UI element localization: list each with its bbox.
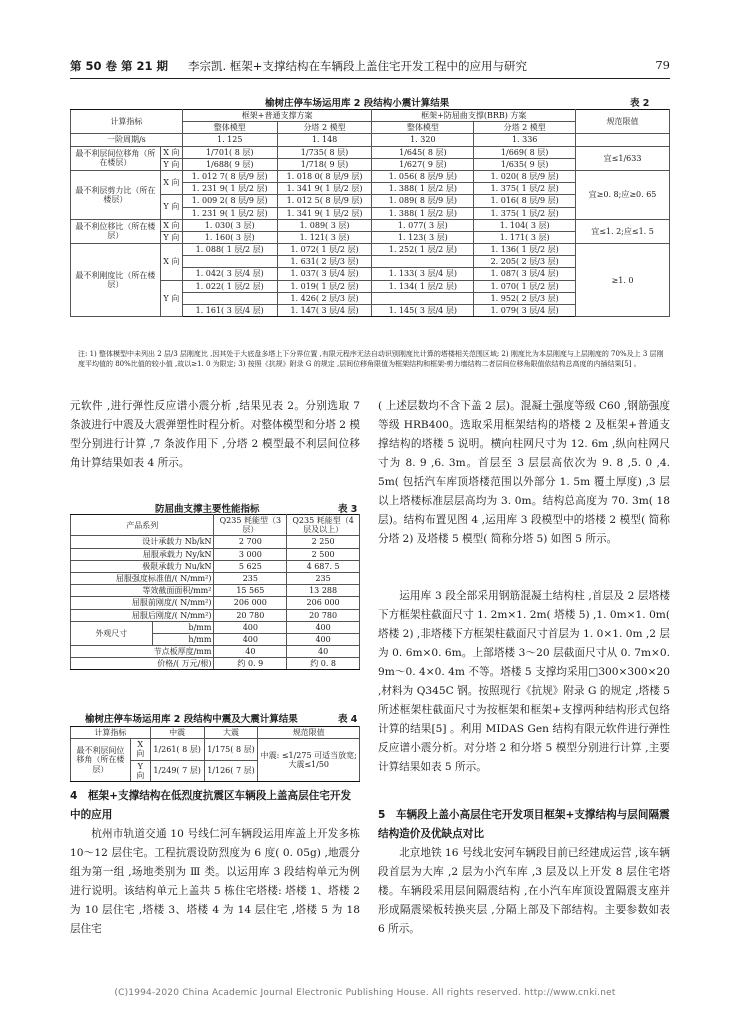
table2-header-limit: 规范限值 [576,110,670,134]
table-cell: 1. 121( 3 层) [277,231,372,243]
table4-header-mid: 中震 [150,727,204,739]
table-cell: 15 565 [214,585,287,597]
table-cell-label: 一阶周期/s [71,134,183,146]
table-cell: 1. 388( 1 层/2 层) [372,207,474,219]
table-cell: 约 0. 8 [287,658,360,670]
table-cell: 1/669( 8 层) [474,146,576,158]
right-paragraph-1-text: ( 上述层数均不含下盖 2 层)。混凝土强度等级 C60 ,钢筋强度等级 HRB400。选取采用框架结构的塔楼 2 及框架+普通支撑结构的塔楼 5 说明。横向柱网尺寸为 12. 6m ,纵向柱网尺寸为 8. 9 ,6. 3m。首层至 3 层层高依次为 9. 8 ,5. 0 ,4. 5m( 包括汽车库顶塔楼范围以外部分 1. 5m 覆土厚度) ,3 层以上塔楼标准层层高均为 3. 0m。结构总高度为 70. 3m( 18 层)。结构布置见图 4 ,运用库 3 段模型中的塔楼 2 模型( 简称分塔 2) 及塔楼 5 模型( 简称分塔 5) 如图 5 所示。 [378,400,670,545]
table-cell: 13 288 [287,585,360,597]
table-cell: 1. 341 9( 1 层/2 层) [277,183,372,195]
table-cell: 1. 016( 8 层/9 层) [474,195,576,207]
table-cell: 235 [287,572,360,584]
table-cell-label: h/mm [152,633,214,645]
table-cell: 1. 030( 3 层) [182,219,277,231]
table2-header-whole: 整体模型 [182,122,277,134]
table-cell: 20 780 [214,609,287,621]
table-cell: 1. 072( 1 层/2 层) [277,244,372,256]
table-cell-label: 节点板厚度/mm [71,646,214,658]
table-cell-label: 价格/( 万元/根) [71,658,214,670]
table2-header-whole: 整体模型 [372,122,474,134]
running-header [70,58,670,74]
table-cell-dir: X 向 [130,739,150,760]
table-cell: 2 250 [287,536,360,548]
table-cell: 1/627( 9 层) [372,158,474,170]
table-cell: 1. 009 2( 8 层/9 层) [182,195,277,207]
table-cell-label: 屈服承载力 Ny/kN [71,548,214,560]
table-cell: 1. 056( 8 层/9 层) [372,170,474,182]
table2 [70,109,670,317]
table4-header-index: 计算指标 [71,727,151,739]
table2-number: 表 2 [630,98,650,109]
table3-number: 表 3 [338,504,358,515]
table-cell: 1. 134( 1 层/2 层) [372,280,474,292]
table-cell: 1. 631( 2 层/3 层) [277,256,372,268]
table-cell-limit: 宜≤1/633 [576,146,670,170]
table-cell: 1. 019( 1 层/2 层) [277,280,372,292]
table2-header-group2: 框架+防屈曲支撑(BRB) 方案 [372,110,576,122]
table-cell: 40 [214,646,287,658]
table-cell: 1. 952( 2 层/3 层) [474,292,576,304]
journal-volume: 第 50 卷 第 21 期 [70,59,169,73]
table-cell-label: 最不利刚度比（所在楼层） [71,244,161,317]
table-cell-label: 最不利层间位移角（所在楼层） [71,146,161,170]
table-cell: 1. 012 5( 8 层/9 层) [277,195,372,207]
table-cell-limit: 宜≤1. 2;应≤1. 5 [576,219,670,243]
table-cell: 1/261( 8 层) [150,739,204,760]
table-cell-label: 屈服强度标准值/( N/mm²) [71,572,214,584]
left-paragraph-2-text: 杭州市轨道交通 10 号线仁河车辆段运用库盖上开发多栋 10～12 层住宅。工程抗震设防烈度为 6 度( 0. 05g) ,地震分组为第一组 ,场地类别为 Ⅲ 类。以运用库 3 段结构单元为例进行说明。该结构单元上盖共 5 栋住宅塔楼: 塔楼 1、塔楼 2 为 10 层住宅 ,塔楼 3、塔楼 4 为 14 层住宅 ,塔楼 5 为 18 层住宅 [70,828,360,935]
table-cell: 1. 161( 3 层/4 层) [182,305,277,317]
table-cell-label: 屈服后刚度/( N/mm²) [71,609,214,621]
table2-note: 注: 1) 整体模型中未列出 2 层/3 层刚度比 ,因其处于大底盘多塔上下分界位置 ,有限元程序无法自动识别刚度比计算的塔楼相关范围区域; 2) 刚度比为本层刚度与上层刚度的 70%及上 3 层刚度平均值的 80%比值的较小值 ,故以≥1. 0 为限定; 3) 按照《抗规》附录 G 的规定 ,层间位移角限值为框架结构和框架-剪力墙结构二者层间位移角限值依结构总高度的内插结果[5] 。 [78,350,664,369]
table-cell-dir: X 向 [160,170,182,194]
table-cell-label: b/mm [152,621,214,633]
table-cell: 1. 077( 3 层) [372,219,474,231]
table-cell [182,256,277,268]
table-cell-label: 等效截面面积/mm² [71,585,214,597]
table-cell: 1. 089( 8 层/9 层) [372,195,474,207]
running-title: 李宗凯. 框架+支撑结构在车辆段上盖住宅开发工程中的应用与研究 [188,59,527,73]
left-paragraph-1 [70,397,360,473]
copyright-footer: (C)1994-2020 China Academic Journal Electronic Publishing House. All rights reserved. http://www.cnki.net [114,988,616,998]
table4-header-limit: 规范限值 [258,727,360,739]
table2-header-sub2: 分塔 2 模型 [474,122,576,134]
table-cell-label: 最不利位移比（所在楼层） [71,219,161,243]
table-cell: 5 625 [214,560,287,572]
table-cell: 1/635( 9 层) [474,158,576,170]
table4-number: 表 4 [338,714,358,725]
table3 [70,514,360,670]
table-cell: 400 [214,621,287,633]
table-cell-label: 设计承载力 Nb/kN [71,536,214,548]
table-cell-limit: 宜≥0. 8;应≥0. 65 [576,170,670,219]
table3-header-c1: Q235 耗能型（3 层） [214,515,287,536]
table-cell-dir: Y 向 [160,280,182,317]
header-rule [70,78,670,79]
section-4-heading: 4 框架+支撑结构在低烈度抗震区车辆段上盖高层住宅开发中的应用 [70,790,352,821]
table-cell [182,292,277,304]
table-cell: 1/645( 8 层) [372,146,474,158]
table2-caption: 榆树庄停车场运用库 2 段结构小震计算结果 [265,98,450,109]
right-paragraph-1 [378,397,670,549]
table-cell: 1. 104( 3 层) [474,219,576,231]
table2-header-sub2: 分塔 2 模型 [277,122,372,134]
table-cell: 40 [287,646,360,658]
right-paragraph-3-text: 北京地铁 16 号线北安河车辆段目前已经建成运营 ,该车辆段首层为大库 ,2 层为小汽车库 ,3 层及以上开发 8 层住宅塔楼。车辆段采用层间隔震结构 ,在小汽车库顶设置隔震支座并形成隔震梁板转换夹层 ,分隔上部及下部结构。主要参数如表 6 所示。 [378,847,670,935]
table-cell: 1. 037( 3 层/4 层) [277,268,372,280]
table-cell: 1. 020( 8 层/9 层) [474,170,576,182]
table-cell: 1. 388( 1 层/2 层) [372,183,474,195]
table-cell: 4 687. 5 [287,560,360,572]
table-cell: 1. 231 9( 1 层/2 层) [182,183,277,195]
right-paragraph-2 [378,587,670,777]
table-cell: 1. 375( 1 层/2 层) [474,207,576,219]
table-cell: 206 000 [287,597,360,609]
left-paragraph-2 [70,825,360,939]
table-cell: 1. 252( 1 层/2 层) [372,244,474,256]
table-cell: 1. 341 9( 1 层/2 层) [277,207,372,219]
table-cell-dir: Y 向 [160,231,182,243]
table-cell: 1. 022( 1 层/2 层) [182,280,277,292]
table-cell: 1. 087( 3 层/4 层) [474,268,576,280]
table-cell: 1/175( 8 层) [204,739,258,760]
table3-header-c2: Q235 耗能型（4 层及以上） [287,515,360,536]
table-cell: 235 [214,572,287,584]
table-cell: 1. 125 [182,134,277,146]
page-number: 79 [655,58,670,72]
table-cell-label: 极限承载力 Nu/kN [71,560,214,572]
table-cell: 1. 336 [474,134,576,146]
table-cell: 约 0. 9 [214,658,287,670]
table-cell-dir: Y 向 [130,760,150,781]
table-cell: 1. 147( 3 层/4 层) [277,305,372,317]
table-cell: 1. 079( 3 层/4 层) [474,305,576,317]
table-cell-dir: Y 向 [160,158,182,170]
table4-header-large: 大震 [204,727,258,739]
left-paragraph-1-text: 元软件 ,进行弹性反应谱小震分析 ,结果见表 2。分别选取 7 条波进行中震及大震弹塑性时程分析。对整体模型和分塔 2 模型分别进行计算 ,7 条波作用下 ,分塔 2 模型最不利层间位移角计算结果如表 4 所示。 [70,400,360,469]
table-cell: 400 [287,621,360,633]
section-5-heading: 5 车辆段上盖小高层住宅开发项目框架+支撑结构与层间隔震结构造价及优缺点对比 [378,809,670,840]
table-cell: 3 000 [214,548,287,560]
table-cell: 1. 018 0( 8 层/9 层) [277,170,372,182]
table-cell: 1. 089( 3 层) [277,219,372,231]
table-cell: 2. 205( 2 层/3 层) [474,256,576,268]
table-cell: 1/701( 8 层) [182,146,277,158]
table-cell-label: 最不利层剪力比（所在楼层） [71,170,161,219]
table3-caption: 防屈曲支撑主要性能指标 [155,504,260,515]
table-cell: 1/718( 9 层) [277,158,372,170]
table-cell-dir: X 向 [160,244,182,281]
table-cell: 2 500 [287,548,360,560]
table-cell: 1/126( 7 层) [204,760,258,781]
table-cell: 1. 231 9( 1 层/2 层) [182,207,277,219]
table-cell: 1/249( 7 层) [150,760,204,781]
table2-header-index: 计算指标 [71,110,183,134]
right-paragraph-3 [378,844,670,939]
table-cell: 1. 088( 1 层/2 层) [182,244,277,256]
table-cell: 1. 042( 3 层/4 层) [182,268,277,280]
table-cell: 1. 320 [372,134,474,146]
table-cell [576,134,670,146]
table-cell: 1. 375( 1 层/2 层) [474,183,576,195]
table-cell: 206 000 [214,597,287,609]
table-cell: 1/735( 8 层) [277,146,372,158]
table-cell: 1. 012 7( 8 层/9 层) [182,170,277,182]
table-cell-dir: X 向 [160,146,182,158]
table-cell: 1. 160( 3 层) [182,231,277,243]
table-cell: 400 [214,633,287,645]
table-cell: 1. 133( 3 层/4 层) [372,268,474,280]
table-cell: 2 700 [214,536,287,548]
table4-caption: 榆树庄停车场运用库 2 段结构中震及大震计算结果 [85,714,298,725]
table-cell: 400 [287,633,360,645]
table-cell [372,292,474,304]
table2-header-group1: 框架+普通支撑方案 [182,110,372,122]
table-cell-dir: Y 向 [160,195,182,219]
table-cell-label: 屈服前刚度/( N/mm²) [71,597,214,609]
table-cell: 1. 145( 3 层/4 层) [372,305,474,317]
right-paragraph-2-text: 运用库 3 段全部采用钢筋混凝土结构柱 ,首层及 2 层塔楼下方框架柱截面尺寸 1. 2m×1. 2m( 塔楼 5) ,1. 0m×1. 0m( 塔楼 2) ,非塔楼下方框架柱截面尺寸首层为 1. 0×1. 0m ,2 层为 0. 6m×0. 6m。上部塔楼 3～20 层截面尺寸从 0. 7m×0. 9m～0. 4×0. 4m 不等。塔楼 5 支撑均采用□300×300×20 ,材料为 Q345C 钢。按照现行《抗规》附录 G 的规定 ,塔楼 5 所述框架柱截面尺寸为按框架和框架+支撑两种结构形式包络计算的结果[5] 。利用 MIDAS Gen 结构有限元软件进行弹性反应谱小震分析。对分塔 2 和分塔 5 模型分别进行计算 ,主要计算结果如表 5 所示。 [378,590,670,773]
table-cell: 1. 136( 1 层/2 层) [474,244,576,256]
table-cell: 1. 171( 3 层) [474,231,576,243]
table-cell: 1. 070( 1 层/2 层) [474,280,576,292]
table-cell-label: 最不利层间位移角（所在楼层） [71,739,131,782]
table-cell: 1/688( 9 层) [182,158,277,170]
table-cell: 1. 426( 2 层/3 层) [277,292,372,304]
table-cell: 20 780 [287,609,360,621]
table-cell [372,256,474,268]
table-cell: 1. 123( 3 层) [372,231,474,243]
table-cell-label: 外观尺寸 [71,621,153,645]
table3-header-product: 产品系列 [71,515,214,536]
table4 [70,726,360,782]
table-cell-dir: X 向 [160,219,182,231]
table-cell: 1. 148 [277,134,372,146]
table-cell-limit: ≥1. 0 [576,244,670,317]
table-cell-limit: 中震: ≤1/275 可适当放宽; 大震≤1/50 [258,739,360,782]
